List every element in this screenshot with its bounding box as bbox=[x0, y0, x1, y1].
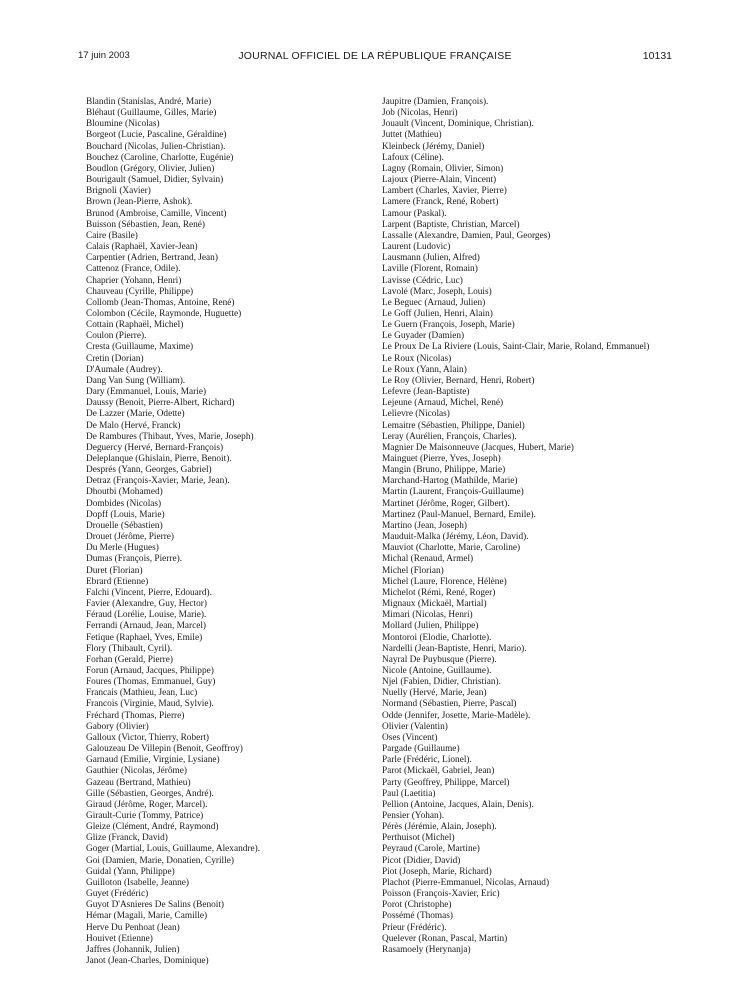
name-entry: Lefevre (Jean-Baptiste) bbox=[382, 387, 470, 398]
name-entry: Dhoutbi (Mohamed) bbox=[86, 487, 163, 498]
name-entry: Lamour (Paskal). bbox=[382, 208, 447, 219]
name-entry: Borgeot (Lucie, Pascaline, Géraldine) bbox=[86, 130, 227, 141]
name-entry: Dary (Emmanuel, Louis, Marie) bbox=[86, 387, 207, 398]
name-entry: Lavolé (Marc, Joseph, Louis) bbox=[382, 286, 492, 297]
name-entry: Michal (Renaud, Armel) bbox=[382, 554, 474, 565]
name-entry: Le Guyader (Damien) bbox=[382, 331, 465, 342]
name-entry: Lambert (Charles, Xavier, Pierre) bbox=[382, 186, 507, 197]
name-entry: D'Aumale (Audrey). bbox=[86, 364, 163, 375]
name-entry: Favier (Alexandre, Guy, Hector) bbox=[86, 599, 207, 610]
name-entry: Deguercy (Hervé, Bernard-François) bbox=[86, 442, 224, 453]
name-entry: Brown (Jean-Pierre, Ashok). bbox=[86, 197, 193, 208]
name-entry: Poisson (François-Xavier, Eric) bbox=[382, 889, 500, 900]
name-entry: Guilloton (Isabelle, Jeanne) bbox=[86, 877, 190, 888]
name-entry: Foures (Thomas, Emmanuel, Guy) bbox=[86, 677, 216, 688]
name-entry: Forhan (Gerald, Pierre) bbox=[86, 654, 173, 665]
name-entry: Nardelli (Jean-Baptiste, Henri, Mario). bbox=[382, 643, 527, 654]
name-entry: Guyot D'Asnieres De Salins (Benoit) bbox=[86, 900, 225, 911]
name-entry: Oses (Vincent) bbox=[382, 732, 438, 743]
name-entry: Perthuisot (Michel) bbox=[382, 833, 455, 844]
name-entry: Le Beguec (Arnaud, Julien) bbox=[382, 297, 486, 308]
name-entry: Le Roux (Nicolas) bbox=[382, 353, 452, 364]
right-column bbox=[382, 97, 672, 956]
name-entry: Lafoux (Céline). bbox=[382, 152, 444, 163]
name-entry: Mimari (Nicolas, Henri) bbox=[382, 610, 473, 621]
name-entry: Lausmann (Julien, Alfred) bbox=[382, 253, 480, 264]
name-entry: Bourigault (Samuel, Didier, Sylvain) bbox=[86, 175, 224, 186]
name-entry: Cattenoz (France, Odile). bbox=[86, 264, 181, 275]
name-entry: Pensier (Yohan). bbox=[382, 811, 445, 821]
name-entry: Odde (Jennifer, Josette, Marie-Madèle). bbox=[382, 710, 531, 721]
name-entry: Nuelly (Hervé, Marie, Jean) bbox=[382, 688, 487, 699]
name-entry: Jaupitre (Damien, François). bbox=[382, 97, 489, 107]
name-entry: Party (Geoffrey, Philippe, Marcel) bbox=[382, 777, 510, 788]
name-entry: Hémar (Magali, Marie, Camille) bbox=[86, 911, 208, 922]
name-entry: Daussy (Benoit, Pierre-Albert, Richard) bbox=[86, 398, 235, 409]
name-entry: Peyraud (Carole, Martine) bbox=[382, 844, 480, 855]
name-entry: Bléhaut (Guillaume, Gilles, Marie) bbox=[86, 108, 217, 119]
name-entry: Herve Du Penhoat (Jean) bbox=[86, 922, 180, 933]
name-entry: Detraz (François-Xavier, Marie, Jean). bbox=[86, 476, 230, 487]
name-entry: Rasamoely (Herynanja) bbox=[382, 944, 471, 955]
name-entry: Boudlon (Grégory, Olivier, Julien) bbox=[86, 163, 215, 174]
name-entry: Giraud (Jérôme, Roger, Marcel). bbox=[86, 799, 208, 810]
name-entry: Marchand-Hartog (Mathilde, Marie) bbox=[382, 476, 518, 487]
name-entry: Falchi (Vincent, Pierre, Edouard). bbox=[86, 587, 212, 598]
name-entry: Mollard (Julien, Philippe) bbox=[382, 621, 479, 632]
name-entry: Caire (Basile) bbox=[86, 230, 138, 241]
name-entry: Le Roux (Yann, Alain) bbox=[382, 364, 467, 375]
name-entry: Le Goff (Julien, Henri, Alain) bbox=[382, 308, 493, 319]
name-entry: De Malo (Hervé, Franck) bbox=[86, 420, 181, 431]
name-entry: Francais (Mathieu, Jean, Luc) bbox=[86, 688, 198, 699]
name-entry: Mignaux (Mickaël, Martial) bbox=[382, 599, 487, 610]
name-entry: Jouault (Vincent, Dominique, Christian). bbox=[382, 119, 534, 130]
name-entry: Magnier De Maisonneuve (Jacques, Hubert, Marie) bbox=[382, 442, 574, 453]
name-entry: Normand (Sébastien, Pierre, Pascal) bbox=[382, 699, 517, 710]
name-entry: Quelever (Ronan, Pascal, Martin) bbox=[382, 933, 508, 944]
name-entry: Leray (Aurélien, François, Charles). bbox=[382, 431, 517, 442]
name-entry: Montoroi (Elodie, Charlotte). bbox=[382, 632, 492, 643]
name-entry: Piot (Joseph, Marie, Richard) bbox=[382, 866, 492, 877]
name-entry: Galouzeau De Villepin (Benoit, Geoffroy) bbox=[86, 744, 243, 755]
name-entry: Nayral De Puybusque (Pierre). bbox=[382, 654, 497, 665]
name-entry: Plachot (Pierre-Emmanuel, Nicolas, Arnaud) bbox=[382, 877, 550, 888]
name-entry: Lemaitre (Sébastien, Philippe, Daniel) bbox=[382, 420, 525, 431]
name-entry: Lajoux (Pierre-Alain, Vincent) bbox=[382, 175, 497, 186]
name-entry: Guyet (Frédéric) bbox=[86, 889, 149, 900]
name-entry: Lejeune (Arnaud, Michel, René) bbox=[382, 398, 504, 409]
name-entry: Després (Yann, Georges, Gabriel) bbox=[86, 465, 212, 476]
page-header bbox=[78, 50, 672, 66]
name-entry: Collomb (Jean-Thomas, Antoine, René) bbox=[86, 297, 235, 308]
name-entry: Goger (Martial, Louis, Guillaume, Alexandre). bbox=[86, 844, 261, 855]
name-entry: Calais (Raphaël, Xavier-Jean) bbox=[86, 242, 198, 253]
name-entry: Paul (Laetitia) bbox=[382, 788, 436, 799]
name-entry: Lavisse (Cédric, Luc) bbox=[382, 275, 463, 286]
name-entry: Olivier (Valentin) bbox=[382, 721, 448, 732]
name-entry: Gille (Sébastien, Georges, André). bbox=[86, 788, 214, 799]
name-entry: Gazeau (Bertrand, Mathieu) bbox=[86, 777, 191, 788]
name-entry: Michelot (Rémi, René, Roger) bbox=[382, 587, 496, 598]
name-entry: Du Merle (Hugues) bbox=[86, 543, 159, 554]
name-entry: Pérès (Jérémie, Alain, Joseph). bbox=[382, 822, 497, 833]
name-entry: Michel (Florian) bbox=[382, 565, 444, 576]
name-entry: Jaffres (Johannik, Julien) bbox=[86, 944, 180, 955]
name-entry: Blandin (Stanislas, André, Marie) bbox=[86, 97, 212, 107]
name-entry: Lamere (Franck, René, Robert) bbox=[382, 197, 499, 208]
name-entry: Martinet (Jérôme, Roger, Gilbert). bbox=[382, 498, 510, 509]
name-entry: Martin (Laurent, François-Guillaume) bbox=[382, 487, 524, 498]
name-entry: Mauviot (Charlotte, Marie, Caroline) bbox=[382, 543, 521, 554]
name-entry: Pellion (Antoine, Jacques, Alain, Denis). bbox=[382, 799, 534, 810]
name-entry: Cottain (Raphaël, Michel) bbox=[86, 320, 184, 331]
name-entry: Laville (Florent, Romain) bbox=[382, 264, 478, 275]
name-entry: Ebrard (Etienne) bbox=[86, 576, 149, 587]
name-entry: Michel (Laure, Florence, Hélène) bbox=[382, 576, 507, 587]
left-column bbox=[86, 97, 348, 967]
name-entry: Girault-Curie (Tommy, Patrice) bbox=[86, 811, 204, 821]
name-entry: Bouchez (Caroline, Charlotte, Eugénie) bbox=[86, 152, 234, 163]
name-entry: Martinez (Paul-Manuel, Bernard, Emile). bbox=[382, 509, 536, 520]
name-entry: Chaprier (Yohann, Henri) bbox=[86, 275, 182, 286]
name-entry: Lelievre (Nicolas) bbox=[382, 409, 450, 420]
name-entry: Drouet (Jérôme, Pierre) bbox=[86, 532, 175, 543]
name-entry: Porot (Christophe) bbox=[382, 900, 452, 911]
header-page-number: 10131 bbox=[642, 50, 672, 62]
name-entry: Goi (Damien, Marie, Donatien, Cyrille) bbox=[86, 855, 234, 866]
header-title: JOURNAL OFFICIEL DE LA RÉPUBLIQUE FRANÇAISE bbox=[238, 50, 512, 62]
name-entry: Njel (Fabien, Didier, Christian). bbox=[382, 677, 501, 688]
name-entry: Kleinbeck (Jérémy, Daniel) bbox=[382, 141, 485, 152]
name-entry: Laurent (Ludovic) bbox=[382, 242, 451, 253]
name-entry: Mainguet (Pierre, Yves, Joseph) bbox=[382, 454, 501, 464]
name-entry: Martino (Jean, Joseph) bbox=[382, 520, 467, 531]
name-entry: Carpentier (Adrien, Bertrand, Jean) bbox=[86, 253, 218, 264]
name-entry: Parot (Mickaël, Gabriel, Jean) bbox=[382, 766, 495, 777]
name-entry: Dopff (Louis, Marie) bbox=[86, 509, 165, 520]
name-entry: Bouchard (Nicolas, Julien-Christian). bbox=[86, 141, 226, 152]
name-entry: Francois (Virginie, Maud, Sylvie). bbox=[86, 699, 214, 710]
name-entry: Galloux (Victor, Thierry, Robert) bbox=[86, 732, 209, 743]
name-entry: Féraud (Lorélie, Louise, Marie). bbox=[86, 610, 207, 621]
name-entry: Cresta (Guillaume, Maxime) bbox=[86, 342, 194, 353]
name-entry: Glize (Franck, David) bbox=[86, 833, 168, 844]
header-date: 17 juin 2003 bbox=[78, 50, 130, 61]
name-entry: Lassalle (Alexandre, Damien, Paul, Georges) bbox=[382, 230, 551, 241]
name-entry: Larpent (Baptiste, Christian, Marcel) bbox=[382, 219, 520, 230]
name-entry: Fetique (Raphael, Yves, Emile) bbox=[86, 632, 203, 643]
name-entry: Le Proux De La Riviere (Louis, Saint-Clair, Marie, Roland, Emmanuel) bbox=[382, 342, 650, 353]
name-entry: Chauveau (Cyrille, Philippe) bbox=[86, 286, 194, 297]
name-entry: Mangin (Bruno, Philippe, Marie) bbox=[382, 465, 506, 476]
name-entry: Gauthier (Nicolas, Jérôme) bbox=[86, 766, 187, 777]
name-entry: De Rambures (Thibaut, Yves, Marie, Joseph) bbox=[86, 431, 254, 442]
name-entry: Dang Van Sung (William). bbox=[86, 375, 186, 386]
name-entry: Le Roy (Olivier, Bernard, Henri, Robert) bbox=[382, 375, 535, 386]
name-entry: Buisson (Sébastien, Jean, René) bbox=[86, 219, 206, 230]
name-entry: Job (Nicolas, Henri) bbox=[382, 108, 458, 119]
name-entry: Mauduit-Malka (Jérémy, Léon, David). bbox=[382, 532, 529, 543]
name-entry: De Lazzer (Marie, Odette) bbox=[86, 409, 185, 420]
name-entry: Lagny (Romain, Olivier, Simon) bbox=[382, 163, 504, 174]
name-entry: Coulon (Pierre). bbox=[86, 331, 147, 342]
name-entry: Colombon (Cécile, Raymonde, Huguette) bbox=[86, 308, 242, 319]
name-entry: Picot (Didier, David) bbox=[382, 855, 461, 866]
name-entry: Garnaud (Emilie, Virginie, Lysiane) bbox=[86, 755, 220, 766]
name-entry: Prieur (Frédéric). bbox=[382, 922, 447, 933]
name-entry: Possémé (Thomas) bbox=[382, 911, 454, 922]
name-entry: Gabory (Olivier) bbox=[86, 721, 149, 732]
name-entry: Dumas (François, Pierre). bbox=[86, 554, 183, 565]
name-entry: Brignoli (Xavier) bbox=[86, 186, 151, 197]
name-entry: Forun (Arnaud, Jacques, Philippe) bbox=[86, 665, 214, 676]
name-entry: Brunod (Ambroise, Camille, Vincent) bbox=[86, 208, 227, 219]
name-entry: Parle (Frédéric, Lionel). bbox=[382, 755, 472, 766]
name-entry: Guidal (Yann, Philippe) bbox=[86, 866, 175, 877]
name-entry: Juttet (Mathieu) bbox=[382, 130, 442, 141]
name-entry: Janot (Jean-Charles, Dominique) bbox=[86, 956, 209, 967]
name-entry: Houivet (Etienne) bbox=[86, 933, 153, 944]
name-entry: Flory (Thibault, Cyril). bbox=[86, 643, 173, 654]
name-entry: Fréchard (Thomas, Pierre) bbox=[86, 710, 185, 721]
name-entry: Nicole (Antoine, Guillaume). bbox=[382, 665, 492, 676]
name-entry: Duret (Florian) bbox=[86, 565, 143, 576]
name-entry: Pargade (Guillaume) bbox=[382, 744, 460, 755]
name-entry: Ferrandi (Arnaud, Jean, Marcel) bbox=[86, 621, 207, 632]
name-entry: Gleize (Clément, André, Raymond) bbox=[86, 822, 219, 833]
name-entry: Dombides (Nicolas) bbox=[86, 498, 162, 509]
name-entry: Deleplanque (Ghislain, Pierre, Benoit). bbox=[86, 454, 232, 464]
name-entry: Cretin (Dorian) bbox=[86, 353, 144, 364]
name-entry: Le Guern (François, Joseph, Marie) bbox=[382, 320, 515, 331]
name-entry: Bloumine (Nicolas) bbox=[86, 119, 160, 130]
name-entry: Drouelle (Sébastien) bbox=[86, 520, 163, 531]
